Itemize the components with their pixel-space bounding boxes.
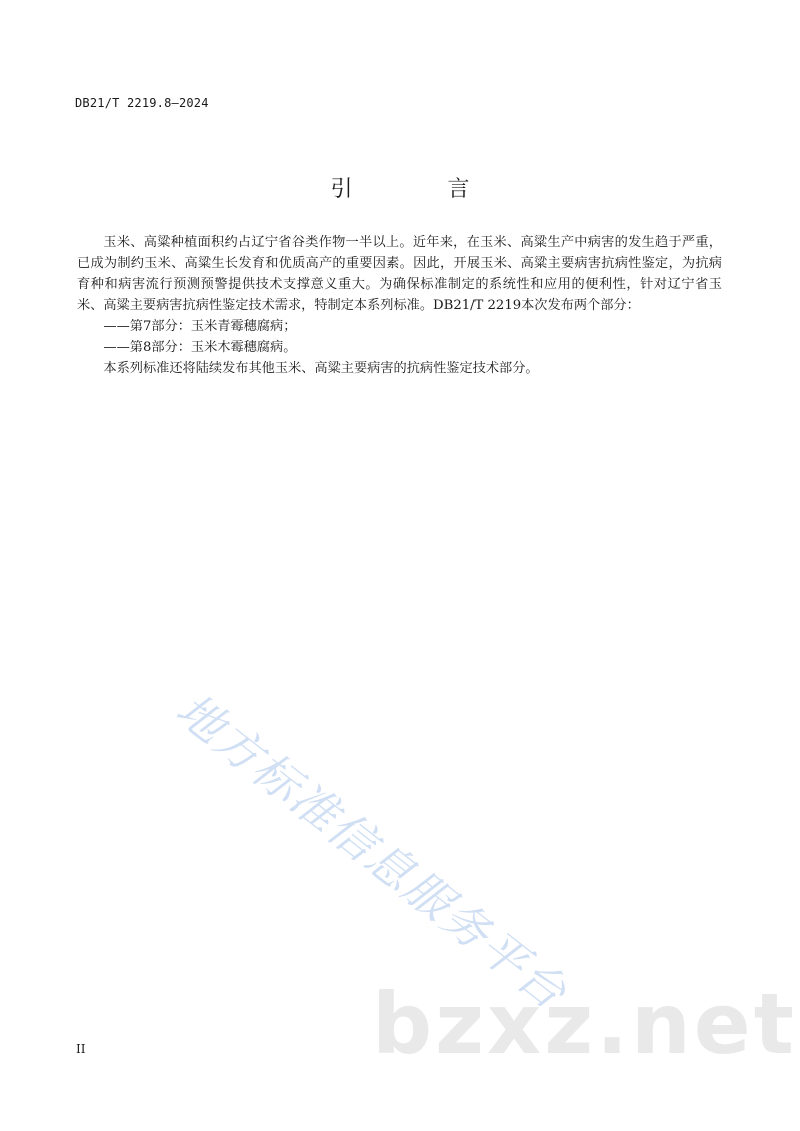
paragraph-closing: 本系列标准还将陆续发布其他玉米、高粱主要病害的抗病性鉴定技术部分。 (103, 361, 539, 376)
body-text (77, 232, 722, 379)
watermark-site-logo: bzxz.net (372, 975, 797, 1073)
paragraph-intro: 玉米、高粱种植面积约占辽宁省谷类作物一半以上。近年来，在玉米、高粱生产中病害的发生趋于严重，已成为制约玉米、高粱生长发育和优质高产的重要因素。因此，开展玉米、高粱主要病害抗病性鉴定，为抗病育种和病害流行预测预警提供技术支撑意义重大。为确保标准制定的系统性和应用的便利性，针对辽宁省玉米、高粱主要病害抗病性鉴定技术需求，特制定本系列标准。DB21/T 2219本次发布两个部分： (77, 235, 722, 313)
page-title: 引 言 (330, 177, 514, 202)
page-number: II (76, 1042, 86, 1056)
list-item: ——第8部分：玉米木霉穗腐病。 (103, 340, 297, 355)
document-code: DB21/T 2219.8—2024 (75, 96, 209, 110)
list-item: ——第7部分：玉米青霉穗腐病； (103, 319, 297, 334)
watermark-platform-text: 地方标准信息服务平台 (166, 682, 578, 1021)
